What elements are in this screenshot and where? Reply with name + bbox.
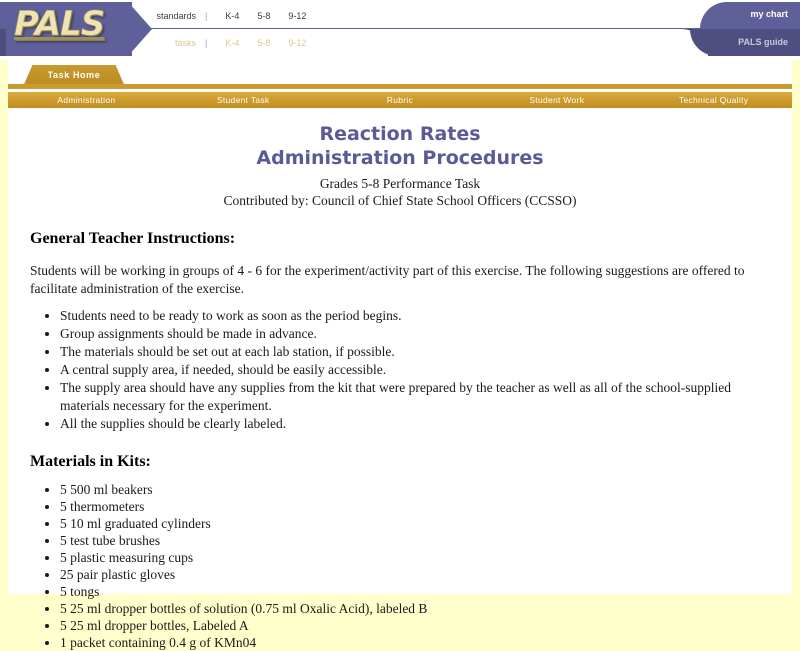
- list-item: • 5 tongs: [60, 583, 770, 600]
- page-subtitle-contributor: Contributed by: Council of Chief State School Officers (CCSSO): [223, 193, 577, 209]
- standards-link-k4[interactable]: K-4: [225, 11, 240, 21]
- nav-item-student-work[interactable]: Student Work: [529, 95, 585, 105]
- section-nav-bar: [8, 92, 792, 108]
- nav-item-technical-quality[interactable]: Technical Quality: [678, 95, 749, 105]
- page-title-line2: Administration Procedures: [256, 147, 544, 170]
- list-item: • The materials should be set out at each lab station, if possible.: [60, 343, 770, 361]
- my-chart-link[interactable]: my chart: [750, 9, 788, 19]
- standards-nav-row: [140, 3, 315, 29]
- page-subtitle-grade: Grades 5-8 Performance Task: [319, 175, 481, 191]
- list-item: • 5 10 ml graduated cylinders: [60, 515, 770, 532]
- tasks-link-5-8[interactable]: 5-8: [257, 38, 271, 48]
- standards-nav-label: standards: [156, 11, 196, 21]
- site-masthead: [0, 0, 800, 60]
- list-item: • 5 test tube brushes: [60, 532, 770, 549]
- pals-logo[interactable]: PALS: [14, 4, 105, 44]
- tabstrip-underline: [8, 84, 792, 89]
- list-item: • The supply area should have any supplies from the kit that were prepared by the teacher as well as all of the school-supplied materials necessary for the experiment.: [60, 379, 770, 415]
- task-home-tabstrip: [0, 60, 800, 89]
- section-heading-materials-in-kits: Materials in Kits:: [30, 453, 151, 471]
- list-item: • 25 pair plastic gloves: [60, 566, 770, 583]
- general-instructions-list: [30, 307, 770, 433]
- standards-link-5-8[interactable]: 5-8: [257, 11, 271, 21]
- document-content: [8, 108, 792, 651]
- standards-nav-separator: |: [205, 11, 208, 21]
- task-home-tab[interactable]: Task Home: [47, 70, 101, 80]
- page-title: [30, 122, 770, 171]
- list-item: • A central supply area, if needed, should be easily accessible.: [60, 361, 770, 379]
- list-item: • All the supplies should be clearly labeled.: [60, 415, 770, 433]
- list-item: • 5 plastic measuring cups: [60, 549, 770, 566]
- list-item: • Students need to be ready to work as soon as the period begins.: [60, 307, 770, 325]
- nav-item-student-task[interactable]: Student Task: [216, 95, 270, 105]
- pals-guide-link[interactable]: PALS guide: [738, 37, 788, 47]
- tasks-nav-row: [140, 30, 315, 56]
- materials-in-kits-list: [30, 481, 770, 651]
- tasks-link-k4[interactable]: K-4: [225, 38, 240, 48]
- tasks-nav-separator: |: [205, 38, 208, 48]
- list-item: • 5 thermometers: [60, 498, 770, 515]
- page-title-line1: Reaction Rates: [319, 123, 481, 145]
- list-item: • 5 500 ml beakers: [60, 481, 770, 498]
- nav-item-rubric[interactable]: Rubric: [386, 95, 414, 105]
- tasks-link-9-12[interactable]: 9-12: [288, 38, 307, 48]
- tasks-nav-label: tasks: [174, 38, 196, 48]
- nav-item-administration[interactable]: Administration: [57, 95, 116, 105]
- list-item: • 5 25 ml dropper bottles of solution (0.75 ml Oxalic Acid), labeled B: [60, 600, 770, 617]
- standards-link-9-12[interactable]: 9-12: [288, 11, 307, 21]
- section-heading-general-teacher-instructions: General Teacher Instructions:: [30, 229, 236, 247]
- page-subtitle: [30, 175, 770, 210]
- list-item: • Group assignments should be made in advance.: [60, 325, 770, 343]
- list-item: • 1 packet containing 0.4 g of KMn04: [60, 634, 770, 651]
- section-paragraph-general-teacher-instructions: Students will be working in groups of 4 - 6 for the experiment/activity part of this exercise. The following suggestions are offered to facilitate administration of the exercise.: [30, 262, 745, 296]
- list-item: • 5 25 ml dropper bottles, Labeled A: [60, 617, 770, 634]
